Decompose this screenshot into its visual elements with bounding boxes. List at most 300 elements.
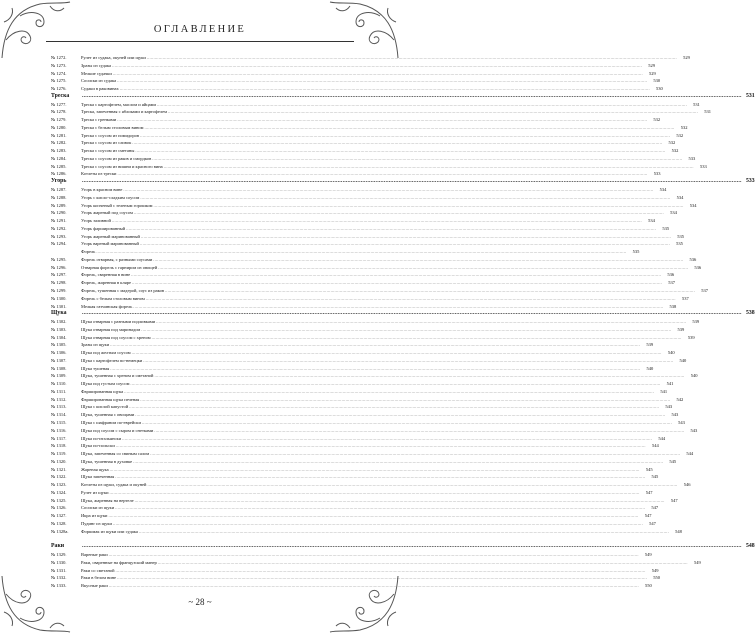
toc-entry-number: № 1293. (51, 233, 67, 239)
toc-entry (51, 357, 687, 365)
toc-entry-number: № 1317. (51, 435, 67, 441)
toc-leader-dots: ................................................................................................................................................................................................................................................................................................................................................................................................................ (164, 287, 695, 293)
toc-leader-dots: ................................................................................................................................................................................................................................................................................................................................................................................................................ (135, 148, 666, 154)
toc-entry-number: № 1281. (51, 132, 67, 138)
toc-entry-number: № 1328. (51, 520, 67, 526)
toc-page-number: 545 (651, 474, 659, 480)
toc-leader-dots: ................................................................................................................................................................................................................................................................................................................................................................................................................ (119, 86, 650, 92)
toc-page-number: 549 (651, 567, 659, 573)
toc-entry (51, 559, 701, 567)
page-title: ОГЛАВЛЕНИЕ (153, 24, 247, 35)
toc-entry (51, 256, 697, 264)
toc-entry-title: Щука, тушенная с хреном и сметаной (81, 373, 154, 379)
toc-leader-dots: ................................................................................................................................................................................................................................................................................................................................................................................................................ (152, 155, 683, 161)
toc-entry-number: № 1318. (51, 443, 67, 449)
toc-entry (51, 427, 698, 435)
toc-page-number: 547 (651, 505, 659, 511)
toc-page-number: 540 (646, 365, 654, 371)
toc-entry-number: № 1307. (51, 357, 67, 363)
toc-page-number: 543 (671, 412, 679, 418)
toc-entry (51, 54, 690, 62)
toc-leader-dots: ................................................................................................................................................................................................................................................................................................................................................................................................................ (153, 202, 684, 208)
toc-entry (51, 264, 702, 272)
toc-entry-title: Форель, сваренная в вине (81, 272, 131, 278)
toc-entry (51, 77, 661, 85)
toc-page-number: 533 (688, 155, 696, 161)
toc-leader-dots: ................................................................................................................................................................................................................................................................................................................................................................................................................ (154, 427, 685, 433)
toc-leader-dots: ................................................................................................................................................................................................................................................................................................................................................................................................................ (117, 171, 648, 177)
toc-leader-dots: ................................................................................................................................................................................................................................................................................................................................................................................................................ (131, 350, 662, 356)
toc-entry-title: Зразы из судака (81, 62, 112, 68)
toc-entry-title: Угорь в красном вине (81, 187, 123, 193)
toc-page-number: 540 (690, 373, 698, 379)
toc-entry-title: Форель отварная, с разными соусами (81, 256, 153, 262)
toc-entry-number: № 1287. (51, 187, 67, 193)
toc-page-number: 547 (649, 520, 656, 526)
toc-entry (51, 132, 684, 140)
toc-entry-number: № 1305. (51, 342, 67, 348)
toc-page-number: 544 (651, 443, 659, 449)
toc-entry-title: Щука запеченная (81, 474, 115, 480)
toc-section-heading (51, 543, 755, 551)
toc-entry (51, 287, 708, 295)
toc-page-number: 536 (689, 256, 697, 262)
toc-entry-title: Котлеты из трески (81, 171, 117, 177)
toc-leader-dots: ................................................................................................................................................................................................................................................................................................................................................................................................................ (146, 55, 677, 60)
toc-entry-number: № 1289. (51, 202, 67, 208)
toc-leader-dots: ................................................................................................................................................................................................................................................................................................................................................................................................................ (145, 295, 676, 301)
toc-entry-title: Щука, тушенная с овощами (81, 412, 135, 418)
toc-leader-dots: ................................................................................................................................................................................................................................................................................................................................................................................................................ (122, 435, 653, 441)
toc-entry-title: Треска с соусом из помидоров (81, 132, 140, 138)
toc-entry-number: № 1328а. (51, 528, 69, 534)
toc-entry-title: Мелкие судачки (81, 70, 112, 76)
toc-page-number: 542 (676, 396, 684, 402)
toc-entry (51, 279, 675, 287)
toc-entry-title: Раки со сметаной (81, 567, 115, 573)
toc-entry (51, 574, 661, 582)
toc-section-heading (51, 310, 755, 318)
toc-leader-dots: ................................................................................................................................................................................................................................................................................................................................................................................................................ (108, 513, 639, 519)
toc-entry-number: № 1290. (51, 210, 67, 216)
toc-entry (51, 450, 694, 458)
toc-entry-number: № 1282. (51, 140, 67, 146)
toc-entry-title: Щука с картофелем по-немецки (81, 357, 143, 363)
toc-entry (51, 334, 695, 342)
toc-entry-title: Пудинг из щуки (81, 520, 112, 526)
toc-leader-dots: ................................................................................................................................................................................................................................................................................................................................................................................................................ (133, 210, 664, 216)
toc-entry (51, 380, 674, 388)
toc-page-number: 533 (653, 171, 661, 177)
toc-page-number: 537 (668, 280, 675, 286)
toc-entry-title: Щука, запеченная со свиным салом (81, 451, 150, 457)
toc-leader-dots: ................................................................................................................................................................................................................................................................................................................................................................................................................ (131, 280, 662, 286)
toc-page-number: 537 (701, 287, 708, 293)
toc-entry-number: № 1273. (51, 62, 67, 68)
toc-leader-dots: ................................................................................................................................................................................................................................................................................................................................................................................................................ (108, 552, 639, 557)
toc-entry (51, 318, 700, 326)
toc-leader-dots: ................................................................................................................................................................................................................................................................................................................................................................................................................ (117, 117, 648, 123)
toc-leader-dots: ................................................................................................................................................................................................................................................................................................................................................................................................................ (82, 310, 742, 317)
toc-entry-number: № 1332. (51, 575, 67, 581)
toc-entry-number: № 1319. (51, 451, 67, 457)
toc-entry-title: Форель с белым столовым вином (81, 295, 145, 301)
toc-leader-dots: ................................................................................................................................................................................................................................................................................................................................................................................................................ (82, 92, 742, 99)
toc-entry (51, 139, 676, 147)
toc-entry-title: Вареные раки (81, 552, 108, 557)
toc-entry-number: № 1288. (51, 194, 67, 200)
page-number: ~ 28 ~ (188, 597, 212, 607)
toc-entry (51, 326, 685, 334)
toc-page-number: 547 (670, 497, 678, 503)
toc-leader-dots: ................................................................................................................................................................................................................................................................................................................................................................................................................ (82, 543, 742, 550)
toc-leader-dots: ................................................................................................................................................................................................................................................................................................................................................................................................................ (115, 443, 646, 449)
toc-entry-number: № 1296. (51, 264, 67, 270)
toc-leader-dots: ................................................................................................................................................................................................................................................................................................................................................................................................................ (132, 140, 663, 146)
toc-entry-title: Щука под соусом с сыром и снетками (81, 427, 154, 433)
toc-page-number: 531 (704, 109, 711, 115)
toc-page-number: 550 (645, 583, 652, 589)
toc-entry-number: № 1315. (51, 419, 67, 425)
toc-entry-number: № 1292. (51, 225, 67, 231)
toc-entry (51, 396, 684, 404)
toc-leader-dots: ................................................................................................................................................................................................................................................................................................................................................................................................................ (140, 132, 671, 138)
toc-entry-title: Щука по-итальянски (81, 435, 122, 441)
toc-page-number: 529 (649, 70, 656, 76)
toc-leader-dots: ................................................................................................................................................................................................................................................................................................................................................................................................................ (141, 419, 672, 425)
toc-entry-title: Раки в белом вине (81, 575, 117, 581)
toc-page-number: 532 (653, 117, 661, 123)
toc-page-number: 534 (676, 194, 684, 200)
toc-entry (51, 435, 666, 443)
toc-entry-title: Сосиски из щуки (81, 505, 115, 511)
toc-entry-title: Щука под желтым соусом (81, 350, 131, 356)
toc-entry-number: № 1285. (51, 163, 67, 169)
toc-leader-dots: ................................................................................................................................................................................................................................................................................................................................................................................................................ (154, 373, 685, 379)
toc-leader-dots: ................................................................................................................................................................................................................................................................................................................................................................................................................ (115, 474, 646, 480)
toc-page-number: 539 (646, 342, 654, 348)
toc-entry-number: № 1301. (51, 303, 67, 309)
toc-page-number: 539 (677, 326, 685, 332)
toc-entry (51, 528, 682, 536)
toc-page-number: 544 (686, 451, 694, 457)
toc-leader-dots: ................................................................................................................................................................................................................................................................................................................................................................................................................ (158, 264, 689, 270)
toc-entry (51, 403, 673, 411)
toc-entry-number: № 1320. (51, 458, 67, 464)
toc-leader-dots: ................................................................................................................................................................................................................................................................................................................................................................................................................ (157, 559, 688, 565)
toc-page-number: 534 (648, 218, 655, 224)
toc-section-heading (51, 178, 755, 186)
toc-entry-number: № 1272. (51, 55, 67, 60)
toc-entry-title: Треска с соусом из раков и смордков (81, 155, 152, 161)
toc-entry (51, 186, 667, 194)
toc-entry-title: Форель, тушенная с мадерой, соус из раков (81, 287, 164, 293)
toc-entry (51, 217, 655, 225)
toc-entry-number: № 1302. (51, 319, 67, 325)
toc-leader-dots: ................................................................................................................................................................................................................................................................................................................................................................................................................ (156, 101, 687, 107)
toc-entry-title: Форель, жаренная в кляре (81, 280, 131, 286)
toc-entry-title: Раки (51, 543, 65, 550)
toc-entry-title: Отварная форель с гарниром из овощей (81, 264, 158, 270)
toc-leader-dots: ................................................................................................................................................................................................................................................................................................................................................................................................................ (130, 381, 661, 387)
toc-leader-dots: ................................................................................................................................................................................................................................................................................................................................................................................................................ (124, 388, 655, 394)
toc-entry (51, 388, 668, 396)
toc-entry (51, 295, 689, 303)
toc-entry-number: № 1278. (51, 109, 67, 115)
toc-entry-title: Треска, запеченная с яблоками и картофелем (81, 109, 167, 115)
toc-page-number: 549 (694, 559, 701, 565)
toc-entry-number: № 1306. (51, 350, 67, 356)
toc-entry-title: Угорь фаршированный (81, 225, 126, 231)
toc-leader-dots: ................................................................................................................................................................................................................................................................................................................................................................................................................ (117, 78, 648, 84)
toc-entry-title: Щука под густым соусом (81, 381, 130, 387)
toc-entry (51, 240, 683, 248)
toc-entry (51, 124, 688, 132)
toc-entry (51, 535, 349, 543)
toc-page-number: 538 (669, 303, 677, 309)
toc-entry (51, 411, 679, 419)
toc-page-number: 529 (683, 55, 690, 60)
toc-page-number: 550 (653, 575, 661, 581)
toc-entry (51, 155, 696, 163)
toc-entry-number: № 1304. (51, 334, 67, 340)
toc-entry-number: № 1309. (51, 373, 67, 379)
toc-entry (51, 466, 653, 474)
toc-entry (51, 233, 684, 241)
toc-page-number: 546 (683, 482, 691, 488)
toc-section-heading (51, 92, 755, 101)
toc-entry-title: Щука, жаренная на вертеле (81, 497, 134, 503)
toc-entry-title: Щука с кислой капустой (81, 404, 129, 410)
toc-leader-dots: ................................................................................................................................................................................................................................................................................................................................................................................................................ (115, 505, 646, 511)
toc-page-number: 534 (670, 210, 677, 216)
toc-entry-number: № 1321. (51, 466, 67, 472)
toc-entry (51, 458, 677, 466)
toc-entry-number: № 1330. (51, 559, 67, 565)
toc-entry-title: Угорь жареный маринованный (81, 233, 140, 239)
toc-leader-dots: ................................................................................................................................................................................................................................................................................................................................................................................................................ (140, 396, 671, 402)
toc-entry-number: № 1327. (51, 513, 67, 519)
toc-entry-title: Щука (51, 310, 67, 317)
toc-entry-number: № 1311. (51, 388, 67, 394)
toc-page-number: 532 (668, 140, 676, 146)
toc-entry-title: Треска с соусом из сметаны (81, 148, 135, 154)
toc-entry-title: Зразы из щуки (81, 342, 110, 348)
toc-leader-dots: ................................................................................................................................................................................................................................................................................................................................................................................................................ (134, 497, 665, 503)
toc-entry-number: № 1312. (51, 396, 67, 402)
toc-entry-number: № 1276. (51, 86, 67, 92)
toc-entry-title: Раки, сваренные на французский манер (81, 559, 157, 565)
toc-leader-dots: ................................................................................................................................................................................................................................................................................................................................................................................................................ (115, 567, 646, 573)
toc-entry (51, 271, 675, 279)
toc-entry-number: № 1314. (51, 412, 67, 418)
toc-entry (51, 473, 659, 481)
toc-page-number: 536 (694, 264, 702, 270)
toc-leader-dots: ................................................................................................................................................................................................................................................................................................................................................................................................................ (163, 163, 694, 169)
toc-entry (51, 116, 661, 124)
toc-leader-dots: ................................................................................................................................................................................................................................................................................................................................................................................................................ (140, 233, 671, 239)
toc-leader-dots: ................................................................................................................................................................................................................................................................................................................................................................................................................ (139, 241, 670, 247)
toc-entry (51, 225, 670, 233)
toc-entry-number: № 1316. (51, 427, 67, 433)
toc-leader-dots: ................................................................................................................................................................................................................................................................................................................................................................................................................ (143, 357, 674, 363)
toc-page-number: 547 (644, 513, 652, 519)
toc-page-number: 533 (699, 163, 707, 169)
toc-entry-title: Щука по-польски (81, 443, 115, 449)
toc-entry-title: Треска с гренками (81, 117, 117, 123)
toc-leader-dots: ................................................................................................................................................................................................................................................................................................................................................................................................................ (150, 451, 681, 457)
toc-leader-dots: ................................................................................................................................................................................................................................................................................................................................................................................................................ (112, 70, 643, 76)
toc-entry-title: Треска с соусом из вишни и красного вина (81, 163, 163, 169)
toc-entry (51, 512, 652, 520)
toc-entry (51, 481, 691, 489)
toc-entry (51, 163, 707, 171)
toc-entry-title: Треска с картофелем, маслом и яйцами (81, 101, 156, 107)
toc-entry-title: Щука тушеная (81, 365, 110, 371)
toc-page-number: 530 (653, 78, 661, 84)
toc-leader-dots: ................................................................................................................................................................................................................................................................................................................................................................................................................ (108, 583, 639, 589)
toc-entry-number: № 1310. (51, 381, 67, 387)
toc-page-number: 535 (632, 249, 640, 255)
toc-entry-number: № 1286. (51, 171, 67, 177)
toc-entry-number: № 1313. (51, 404, 67, 410)
toc-entry (51, 341, 654, 349)
toc-entry-number: № 1300. (51, 295, 67, 301)
toc-page-number: 545 (669, 458, 677, 464)
toc-entry (51, 551, 652, 559)
table-of-contents (51, 54, 755, 590)
toc-entry (51, 567, 659, 575)
toc-page-number: 544 (658, 435, 666, 441)
toc-leader-dots: ................................................................................................................................................................................................................................................................................................................................................................................................................ (141, 326, 672, 332)
toc-leader-dots: ................................................................................................................................................................................................................................................................................................................................................................................................................ (151, 334, 682, 340)
toc-entry (51, 520, 656, 528)
toc-entry-number: № 1274. (51, 70, 67, 76)
toc-entry-title: Угорь жареный под соусом (81, 210, 133, 216)
toc-entry-title: Фаршированная щука печеная (81, 396, 140, 402)
toc-entry-title: Судаки в раковинах (81, 86, 119, 92)
toc-entry-number: № 1324. (51, 489, 67, 495)
toc-entry-number: № 1331. (51, 567, 67, 573)
toc-entry-number: № 1291. (51, 218, 67, 224)
toc-entry-number: № 1280. (51, 124, 67, 130)
toc-entry-title: Щука с шафраном по-еврейски (81, 419, 141, 425)
toc-page-number: 540 (679, 357, 687, 363)
toc-entry-number: № 1284. (51, 155, 67, 161)
toc-entry-number: № 1297. (51, 272, 67, 278)
toc-entry-title: Угорь (51, 178, 67, 185)
toc-page-number: 541 (666, 381, 674, 387)
toc-entry-title: Мелкая гатчинская форель (81, 303, 133, 309)
toc-page-number: 531 (745, 92, 755, 99)
toc-entry-title: Фаршированная щука (81, 388, 124, 394)
toc-entry-number: № 1283. (51, 148, 67, 154)
toc-leader-dots: ................................................................................................................................................................................................................................................................................................................................................................................................................ (96, 249, 627, 255)
toc-entry-number: № 1326. (51, 505, 67, 511)
toc-entry (51, 85, 663, 93)
toc-entry-number: № 1325. (51, 497, 67, 503)
toc-entry-number: № 1329. (51, 552, 67, 557)
toc-entry-title: Угорь вареный маринованный (81, 241, 139, 247)
toc-page-number: 536 (667, 272, 675, 278)
toc-leader-dots: ................................................................................................................................................................................................................................................................................................................................................................................................................ (111, 218, 642, 224)
toc-entry (51, 147, 679, 155)
toc-page-number: 537 (681, 295, 689, 301)
toc-leader-dots: ................................................................................................................................................................................................................................................................................................................................................................................................................ (153, 256, 684, 262)
toc-leader-dots: ................................................................................................................................................................................................................................................................................................................................................................................................................ (140, 194, 671, 200)
toc-entry (51, 303, 677, 311)
toc-entry (51, 209, 677, 217)
toc-entry-title: Котлеты из щуки, судака и окуней (81, 482, 147, 488)
toc-entry (51, 365, 654, 373)
toc-page-number: 533 (745, 178, 755, 185)
toc-leader-dots: ................................................................................................................................................................................................................................................................................................................................................................................................................ (133, 458, 664, 464)
toc-leader-dots: ................................................................................................................................................................................................................................................................................................................................................................................................................ (167, 109, 698, 115)
toc-entry-number: № 1322. (51, 474, 67, 480)
toc-page-number: 545 (645, 466, 653, 472)
toc-page-number: 535 (676, 241, 683, 247)
toc-entry-title: Угорь копченый с зеленым горошком (81, 202, 153, 208)
toc-entry-number: № 1277. (51, 101, 67, 107)
toc-entry (51, 194, 684, 202)
toc-entry-title: Форшмак из щуки или судака (81, 528, 138, 534)
toc-leader-dots: ................................................................................................................................................................................................................................................................................................................................................................................................................ (156, 319, 687, 325)
toc-entry-number: № 1308. (51, 365, 67, 371)
toc-entry-title: Форель (81, 249, 96, 255)
toc-leader-dots: ................................................................................................................................................................................................................................................................................................................................................................................................................ (129, 404, 660, 410)
toc-entry (51, 489, 653, 497)
toc-leader-dots: ................................................................................................................................................................................................................................................................................................................................................................................................................ (110, 365, 641, 371)
toc-page-number: 539 (692, 319, 700, 325)
toc-entry-title: Вкусные раки (81, 583, 108, 589)
toc-page-number: 532 (676, 132, 684, 138)
toc-page-number: 543 (665, 404, 673, 410)
toc-leader-dots: ................................................................................................................................................................................................................................................................................................................................................................................................................ (131, 272, 662, 278)
toc-page-number: 535 (662, 225, 670, 231)
toc-page-number: 531 (693, 101, 700, 107)
toc-entry-title: Икра из щуки (81, 513, 108, 519)
toc-entry (51, 170, 661, 178)
toc-entry-title: Рулет из щуки (81, 489, 109, 495)
toc-leader-dots: ................................................................................................................................................................................................................................................................................................................................................................................................................ (144, 124, 675, 130)
toc-page-number: 549 (644, 552, 652, 557)
toc-entry-title: Рулет из судака, окуней или щуки (81, 55, 146, 60)
toc-entry-title: Угорь заливной (81, 218, 111, 224)
toc-leader-dots: ................................................................................................................................................................................................................................................................................................................................................................................................................ (112, 62, 643, 68)
toc-page-number: 538 (745, 310, 755, 317)
toc-leader-dots: ................................................................................................................................................................................................................................................................................................................................................................................................................ (135, 412, 666, 418)
toc-leader-dots: ................................................................................................................................................................................................................................................................................................................................................................................................................ (126, 225, 657, 231)
toc-page-number: 541 (660, 388, 668, 394)
toc-leader-dots: ................................................................................................................................................................................................................................................................................................................................................................................................................ (109, 466, 640, 472)
toc-entry (51, 202, 697, 210)
toc-entry-number: № 1279. (51, 117, 67, 123)
toc-entry (51, 62, 656, 70)
toc-entry-number: № 1298. (51, 280, 67, 286)
toc-entry (51, 349, 675, 357)
toc-leader-dots: ................................................................................................................................................................................................................................................................................................................................................................................................................ (133, 303, 664, 309)
toc-entry-title: Щука отварная под маринадом (81, 326, 141, 332)
toc-page-number: 534 (659, 187, 667, 193)
toc-entry (51, 70, 656, 78)
toc-page-number: 540 (667, 350, 675, 356)
toc-entry-title: Треска с соусом из сливок (81, 140, 132, 146)
toc-entry (51, 419, 685, 427)
toc-entry-number: № 1275. (51, 78, 67, 84)
toc-entry (51, 442, 659, 450)
toc-entry-title: Щука отварная под соусом с хреном (81, 334, 151, 340)
toc-page-number: 532 (671, 148, 679, 154)
